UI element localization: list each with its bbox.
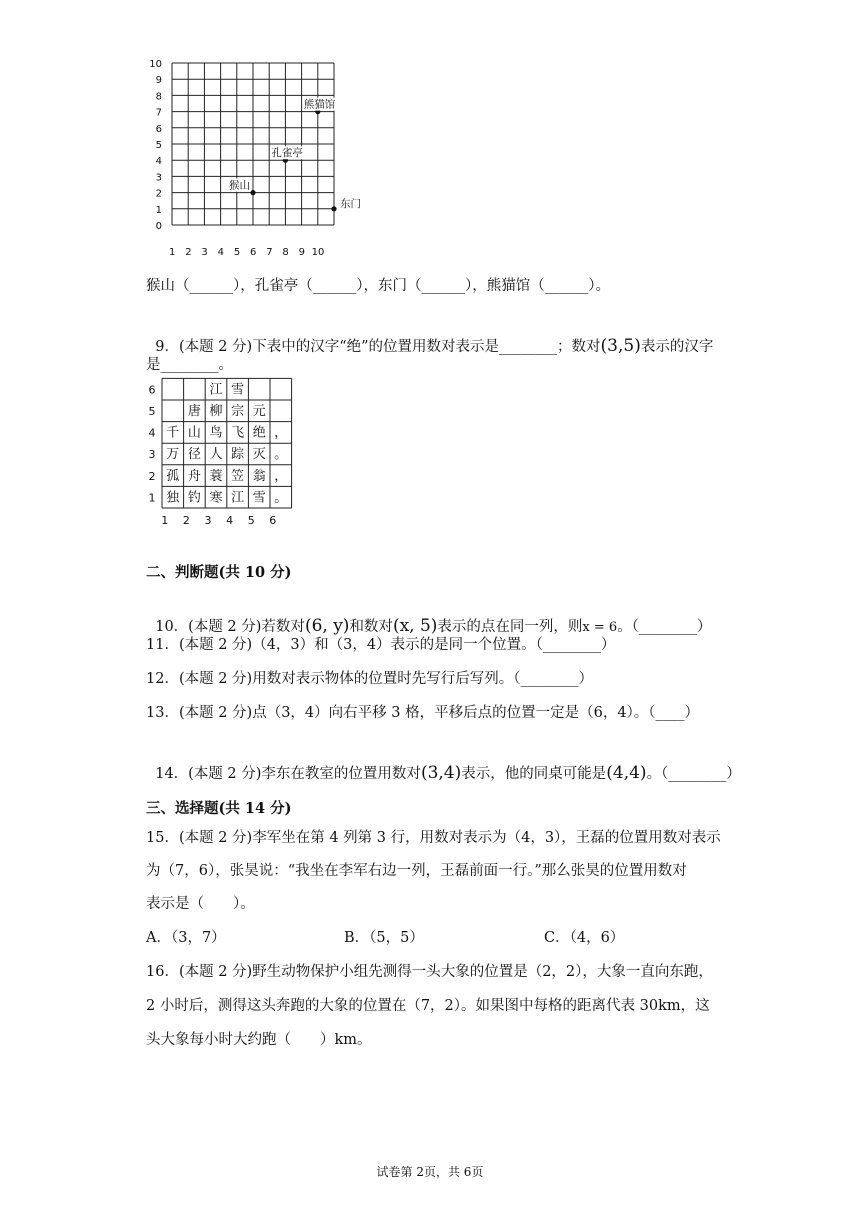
q10-pair1: (6, y) — [304, 616, 350, 636]
grid1-y-tick: 8 — [155, 91, 162, 103]
grid2-cell-char: 。 — [274, 447, 288, 463]
grid2-cell-char: 人 — [209, 447, 223, 463]
q16-line2: 2 小时后，测得这头奔跑的大象的位置在（7，2）。如果图中每格的距离代表 30km，这 — [146, 998, 710, 1014]
grid2-cell-char: 蓑 — [209, 468, 223, 484]
grid1-y-tick: 5 — [155, 140, 162, 151]
q15-line3: 表示是（ ）。 — [146, 896, 255, 912]
q10-a: 10．(本题 2 分)若数对 — [155, 619, 305, 635]
grid2-cell-char: 雪 — [252, 490, 266, 506]
grid2-cell-char: 元 — [252, 404, 266, 419]
grid1-y-tick: 9 — [155, 75, 162, 87]
q10-eq: x = 6 — [582, 620, 618, 635]
q15-option-c[interactable]: C．（4，6） — [544, 930, 625, 946]
grid2-cell-char: 灭 — [252, 447, 266, 463]
grid2-cell-char: 宗 — [231, 404, 245, 419]
grid2-cell-char: 笠 — [231, 468, 245, 484]
poem-character-grid — [142, 382, 302, 530]
grid1-y-tick: 2 — [155, 188, 162, 200]
grid2-row-label: 6 — [148, 383, 156, 397]
page-footer: 试卷第 2页，共 6页 — [376, 1165, 484, 1179]
q10-c: 表示的点在同一列，则 — [437, 619, 583, 635]
grid2-cell-char: 舟 — [187, 468, 201, 484]
q13: 13．(本题 2 分)点（3，4）向右平移 3 格，平移后点的位置一定是（6，4）。（____） — [146, 705, 700, 721]
grid1-x-tick: 1 — [169, 247, 176, 258]
q15-option-a[interactable]: A．（3，7） — [146, 930, 226, 946]
grid2-cell-char: 飞 — [231, 425, 245, 441]
grid2-cell-char: 独 — [166, 490, 180, 506]
grid2-row-label: 3 — [148, 448, 156, 462]
grid1-y-tick: 3 — [155, 172, 162, 184]
grid2-cell-char: 江 — [231, 490, 245, 506]
grid2-cell-char: 柳 — [209, 404, 223, 419]
grid1-x-tick: 7 — [266, 247, 273, 258]
q10-pair2: (x, 5) — [392, 616, 438, 636]
q15-line1: 15．(本题 2 分)李军坐在第 4 列第 3 行，用数对表示为（4，3），王磊的位置用数对表示 — [146, 830, 721, 846]
grid2-cell-char: 翁 — [252, 468, 266, 484]
grid1-x-tick: 6 — [250, 247, 257, 258]
grid1-point — [331, 206, 336, 211]
grid1-x-tick: 4 — [217, 247, 224, 258]
grid1-point-label: 熊猫馆 — [303, 98, 336, 111]
section3-title: 三、选择题(共 14 分) — [146, 800, 292, 817]
q14-pair2: (4,4) — [606, 763, 647, 783]
grid2-cell-char: 唐 — [187, 404, 201, 419]
q8-answer-line: 猴山（______），孔雀亭（______），东门（______），熊猫馆（______）。 — [146, 278, 610, 294]
q16-line3: 头大象每小时大约跑（ ）km。 — [146, 1032, 372, 1048]
grid2-cell-char: 万 — [166, 447, 180, 463]
grid1-x-tick: 9 — [298, 247, 305, 258]
q10-d: 。（________） — [617, 619, 712, 635]
grid1-point-label: 猴山 — [229, 179, 250, 192]
grid2-cell-char: 江 — [209, 382, 223, 398]
q15-option-b[interactable]: B．（5，5） — [344, 930, 424, 946]
grid2-cell-char: 绝 — [252, 425, 266, 441]
grid2-col-label: 2 — [182, 514, 190, 527]
q9-pair: (3,5) — [600, 336, 641, 356]
grid2-cell-char: 钓 — [187, 490, 201, 506]
grid2-col-label: 4 — [226, 514, 234, 527]
q11: 11．(本题 2 分)（4，3）和（3，4）表示的是同一个位置。（________） — [146, 637, 616, 653]
q16-line1: 16．(本题 2 分)野生动物保护小组先测得一头大象的位置是（2，2），大象一直向东跑， — [146, 964, 713, 980]
grid2-col-label: 3 — [204, 514, 212, 527]
grid2-cell-char: 径 — [187, 447, 201, 463]
coordinate-grid-map — [140, 59, 361, 262]
grid1-x-tick: 3 — [201, 247, 208, 258]
grid2-col-label: 5 — [247, 514, 255, 527]
q14-pair1: (3,4) — [420, 763, 462, 783]
q10-b: 和数对 — [349, 619, 393, 635]
grid2-cell-char: 寒 — [209, 490, 223, 506]
grid2-row-label: 1 — [148, 491, 156, 505]
q9-line2: 是________。 — [146, 357, 233, 373]
grid1-x-tick: 8 — [282, 247, 289, 258]
grid1-y-tick: 10 — [149, 59, 162, 70]
q15-line2: 为（7，6），张昊说：“我坐在李军右边一列，王磊前面一行。”那么张昊的位置用数对 — [146, 863, 687, 879]
q12: 12．(本题 2 分)用数对表示物体的位置时先写行后写列。（________） — [146, 671, 593, 687]
grid2-cell-char: 鸟 — [209, 425, 223, 441]
grid1-point-label: 孔雀亭 — [271, 147, 303, 160]
grid1-point — [250, 190, 255, 195]
grid2-cell-char: 孤 — [166, 468, 180, 484]
grid2-cell-char: ， — [274, 425, 288, 441]
q9-text-end: 表示的汉字 — [640, 339, 714, 355]
grid1-y-tick: 0 — [155, 221, 162, 232]
grid2-row-label: 4 — [148, 426, 156, 440]
q14-a: 14．(本题 2 分)李东在教室的位置用数对 — [155, 766, 421, 782]
grid1-x-tick: 5 — [233, 247, 241, 258]
section2-title: 二、判断题(共 10 分) — [146, 564, 292, 581]
grid2-cell-char: 千 — [166, 425, 180, 441]
q9-line1 — [146, 316, 713, 357]
grid2-cell-char: 。 — [274, 490, 288, 506]
grid2-cell-char: ， — [274, 468, 288, 484]
q14 — [146, 743, 741, 784]
grid1-y-tick: 1 — [155, 204, 162, 216]
grid1-y-tick: 7 — [155, 107, 162, 119]
grid1-x-tick: 2 — [185, 247, 192, 258]
grid1-y-tick: 6 — [155, 123, 162, 135]
grid2-cell-char: 山 — [187, 425, 201, 441]
q14-b: 表示，他的同桌可能是 — [461, 766, 607, 782]
grid2-cell-char: 踪 — [231, 447, 245, 463]
grid2-col-label: 1 — [161, 514, 169, 527]
grid2-cell-char: 雪 — [231, 382, 245, 398]
q14-c: 。（________） — [646, 766, 741, 782]
q10 — [146, 596, 711, 638]
grid2-row-label: 2 — [148, 469, 156, 483]
grid2-row-label: 5 — [148, 405, 156, 418]
q9-text: 9．(本题 2 分)下表中的汉字“绝”的位置用数对表示是________；数对 — [155, 339, 601, 355]
grid2-col-label: 6 — [269, 514, 277, 527]
grid1-y-tick: 4 — [155, 156, 162, 168]
grid1-x-tick: 10 — [311, 247, 325, 258]
grid1-point-label: 东门 — [340, 197, 361, 210]
